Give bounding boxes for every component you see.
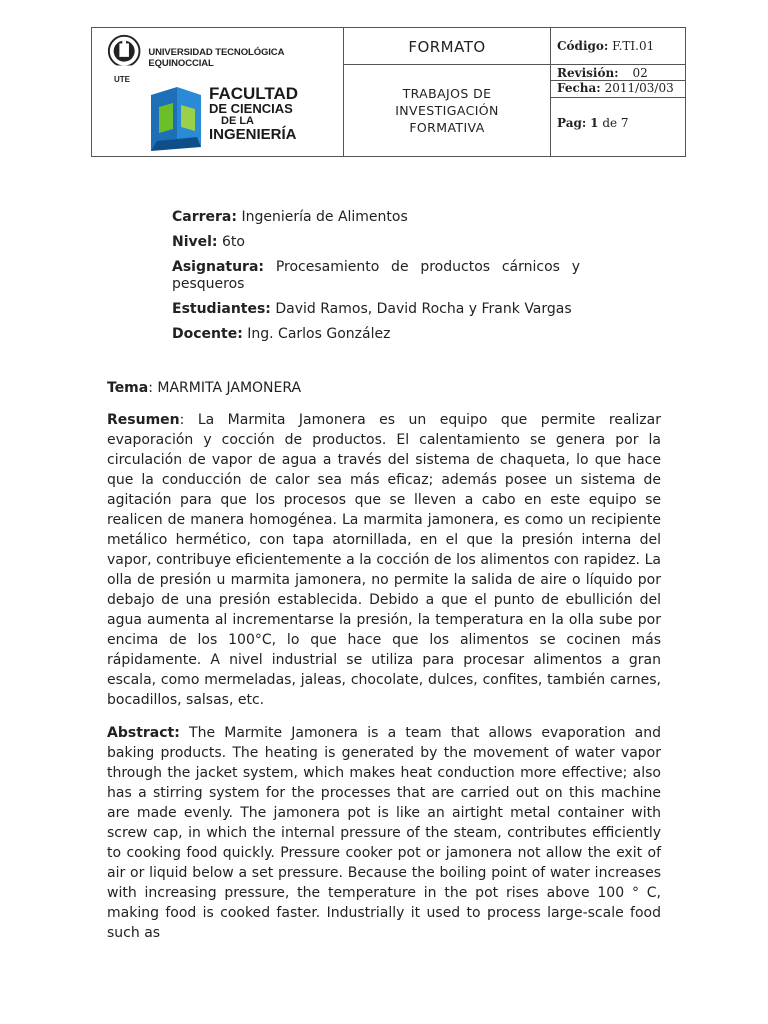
tema-label: Tema <box>107 380 149 396</box>
asignatura-label: Asignatura: <box>172 259 265 275</box>
carrera-line <box>172 209 580 226</box>
abstract-paragraph <box>107 723 661 943</box>
doc-title-line-2: INVESTIGACIÓN <box>395 103 499 118</box>
tema-value: : MARMITA JAMONERA <box>148 380 302 396</box>
faculty-line-2: DE CIENCIAS <box>209 101 293 116</box>
logo-cell <box>92 28 344 157</box>
codigo-cell <box>551 28 686 65</box>
estudiantes-value: David Ramos, David Rocha y Frank Vargas <box>275 301 572 317</box>
tema-line <box>107 378 661 398</box>
formato-cell <box>344 28 551 65</box>
university-name: UNIVERSIDAD TECNOLÓGICA EQUINOCCIAL <box>148 47 284 69</box>
faculty-line-3: DE LA <box>221 115 254 127</box>
fecha-value: 2011/03/03 <box>604 81 674 95</box>
faculty-cube-icon <box>147 85 205 153</box>
faculty-line-1: FACULTAD <box>209 84 299 103</box>
nivel-label: Nivel: <box>172 234 218 250</box>
doc-title-line-1: TRABAJOS DE <box>402 86 492 101</box>
resumen-paragraph <box>107 410 661 710</box>
nivel-line <box>172 234 580 251</box>
pag-label: Pag: <box>557 116 587 130</box>
pag-current: 1 <box>590 116 599 130</box>
formato-label: FORMATO <box>408 37 486 56</box>
fecha-pag-cell <box>551 81 686 157</box>
estudiantes-line <box>172 301 580 318</box>
codigo-label: Código: <box>557 39 609 53</box>
abstract-text: The Marmite Jamonera is a team that allows evaporation and baking products. The heating is generated by the movement of water vapor through the jacket system, which makes heat conduction more effective; also has a stirring system for the processes that are carried out on this machine are made evenly. The jamonera pot is like an airtight metal container with screw cap, in which the internal pressure of the steam, contributes efficiently to cooking food quickly. Pressure cooker pot or jamonera not allow the exit of air or liquid below a set pressure. Because the boiling point of water increases with increasing pressure, the temperature in the pot rises above 100 ° C, making food is cooked faster. Industrially it used to process large-scale food such as <box>107 725 661 941</box>
pag-total: de 7 <box>602 116 629 130</box>
resumen-text: : La Marmita Jamonera es un equipo que permite realizar evaporación y cocción de productos. El calentamiento se genera por la circulación de vapor de agua a través del sistema de chaqueta, lo que hace que la conducción de calor sea más eficaz; además posee un sistema de agitación para que los procesos que se lleven a cabo en este equipo se realicen de manera homogénea. La marmita jamonera, es como un recipiente metálico hermético, con tapa atornillada, en el que la presión interna del vapor, contribuye eficientemente a la cocción de los alimentos con rapidez. La olla de presión u marmita jamonera, no permite la salida de aire o líquido por debajo de una presión establecida. Debido a que el punto de ebullición del agua aumenta al incrementarse la presión, la temperatura en la olla sube por encima de los 100°C, lo que hace que los alimentos se cocinen más rápidamente. A nivel industrial se utiliza para procesar alimentos a gran escala, como mermeladas, jaleas, chocolate, dulces, confites, también carnes, bocadillos, salsas, etc. <box>107 412 661 708</box>
revision-label: Revisión: <box>557 65 619 80</box>
title-cell <box>344 65 551 157</box>
estudiantes-label: Estudiantes: <box>172 301 271 317</box>
asignatura-line <box>172 259 580 293</box>
ute-short-label: UTE <box>114 75 130 84</box>
docente-label: Docente: <box>172 326 243 342</box>
docente-line <box>172 326 580 343</box>
document-header <box>91 27 686 157</box>
abstract-label: Abstract: <box>107 725 180 741</box>
revision-value: 02 <box>632 65 648 80</box>
asignatura-value: Procesamiento de productos cárnicos y pesqueros <box>172 259 581 292</box>
nivel-value: 6to <box>222 234 245 250</box>
faculty-line-4: INGENIERÍA <box>209 126 297 143</box>
faculty-logo <box>147 85 298 153</box>
resumen-label: Resumen <box>107 412 180 428</box>
carrera-value: Ingeniería de Alimentos <box>241 209 408 225</box>
doc-title-line-3: FORMATIVA <box>409 120 485 135</box>
docente-value: Ing. Carlos González <box>247 326 391 342</box>
ute-seal-icon <box>106 33 142 75</box>
carrera-label: Carrera: <box>172 209 237 225</box>
ute-logo <box>106 33 343 75</box>
fecha-label: Fecha: <box>557 81 601 95</box>
revision-cell <box>551 65 686 81</box>
codigo-value: F.TI.01 <box>612 39 655 53</box>
